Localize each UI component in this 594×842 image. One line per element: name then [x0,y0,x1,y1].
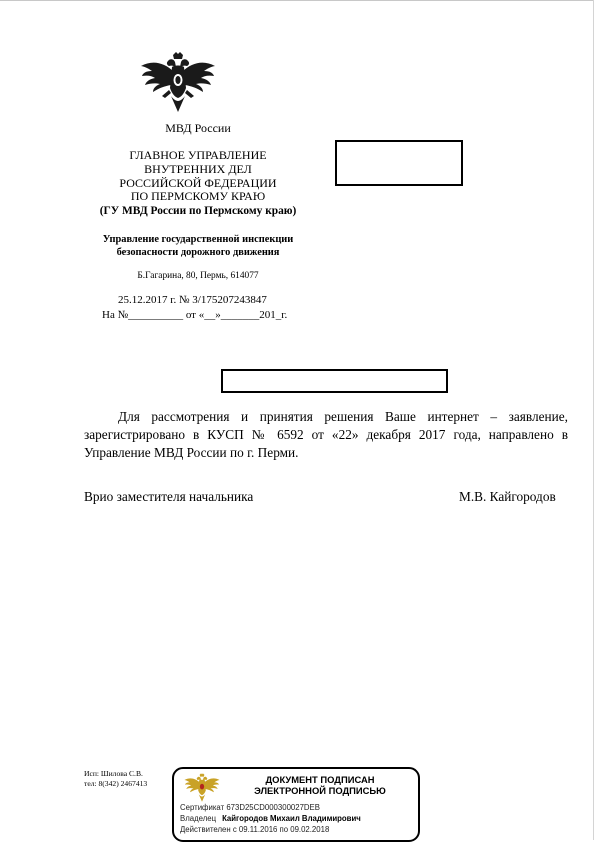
organization-line: ГЛАВНОЕ УПРАВЛЕНИЕ [129,148,267,162]
signature-stamp-title-line: ЭЛЕКТРОННОЙ ПОДПИСЬЮ [254,785,386,797]
organization-line: ВНУТРЕННИХ ДЕЛ [144,161,252,176]
ministry-name: МВД России [165,121,231,135]
redacted-addressee-box [221,369,448,393]
organization-address: Б.Гагарина, 80, Пермь, 614077 [137,271,259,281]
department-line: Управление государственной инспекции [102,234,294,245]
signature-owner-name: Кайгородов Михаил Владимирович [222,814,361,823]
signature-owner [180,814,361,823]
document-date-number: 25.12.2017 г. № 3/175207243847 [118,294,267,306]
signatory-position: Врио заместителя начальника [84,489,254,504]
organization-name [70,149,326,204]
executor-phone: тел: 8(342) 2467413 [84,778,148,788]
organization-line: РОССИЙСКОЙ ФЕДЕРАЦИИ [119,175,277,190]
page-border-top [0,0,594,1]
department-name [70,233,326,259]
signature-stamp-title [226,774,414,797]
signature-validity: Действителен с 09.11.2016 по 09.02.2018 [180,825,330,834]
signature-stamp-title-line: ДОКУМЕНТ ПОДПИСАН [265,774,375,785]
double-headed-eagle-icon [184,773,220,803]
letter-body: Для рассмотрения и принятия решения Ваше интернет – заявление, зарегистрировано в КУСП № 6592 от «22» декабря 2017 года, направлено в Управление МВД России по г. Перми. [84,409,568,461]
signature-owner-label: Владелец [180,814,217,823]
executor-info [84,769,147,788]
redacted-recipient-box [335,140,463,186]
double-headed-eagle-icon [140,52,216,114]
reference-line: На №__________ от «__»_______201_г. [102,309,288,321]
signature-certificate: Сертификат 673D25CD000300027DEB [180,803,320,812]
department-line: безопасности дорожного движения [116,247,280,258]
signatory-name: М.В. Кайгородов [459,489,556,504]
electronic-signature-stamp [172,767,420,842]
organization-short-name: (ГУ МВД России по Пермскому краю) [99,205,297,217]
organization-line: ПО ПЕРМСКОМУ КРАЮ [130,189,266,204]
executor-name: Исп: Шилова С.В. [84,769,143,778]
